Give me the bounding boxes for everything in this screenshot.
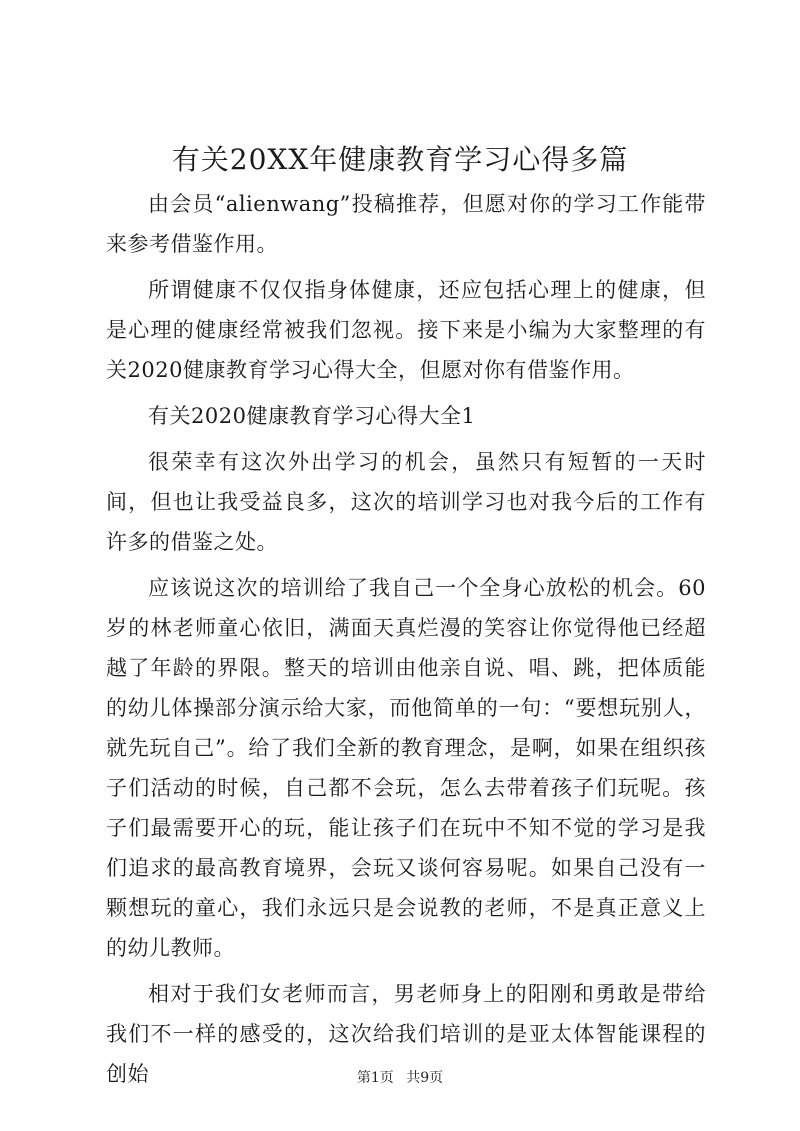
- page-number: 第1页: [356, 1070, 394, 1086]
- paragraph-male-teachers: 相对于我们女老师而言，男老师身上的阳刚和勇敢是带给我们不一样的感受的，这次给我们培训的是亚太体智能课程的创始: [106, 982, 706, 1086]
- page-total: 共9页: [406, 1070, 444, 1086]
- section-heading: 有关2020健康教育学习心得大全1: [148, 404, 476, 428]
- document-body: [106, 184, 706, 1100]
- paragraph-intro: 由会员“alienwang”投稿推荐，但愿对你的学习工作能带来参考借鉴作用。: [106, 192, 706, 256]
- document-title: 有关20XX年健康教育学习心得多篇: [171, 143, 629, 176]
- page-footer: [0, 1068, 800, 1088]
- paragraph-health: 所谓健康不仅仅指身体健康，还应包括心理上的健康，但是心理的健康经常被我们忽视。接下来是小编为大家整理的有关2020健康教育学习心得大全，但愿对你有借鉴作用。: [106, 278, 706, 382]
- paragraph-teacher-lin: 应该说这次的培训给了我自己一个全身心放松的机会。60岁的林老师童心依旧，满面天真烂漫的笑容让你觉得他已经超越了年龄的界限。整天的培训由他亲自说、唱、跳，把体质能的幼儿体操部分演示给大家，而他简单的一句：“要想玩别人，就先玩自己”。给了我们全新的教育理念，是啊，如果在组织孩子们活动的时候，自己都不会玩，怎么去带着孩子们玩呢。孩子们最需要开心的玩，能让孩子们在玩中不知不觉的学习是我们追求的最高教育境界，会玩又谈何容易呢。如果自己没有一颗想玩的童心，我们永远只是会说教的老师，不是真正意义上的幼儿教师。: [106, 576, 706, 960]
- paragraph-training: 很荣幸有这次外出学习的机会，虽然只有短暂的一天时间，但也让我受益良多，这次的培训学习也对我今后的工作有许多的借鉴之处。: [106, 450, 706, 554]
